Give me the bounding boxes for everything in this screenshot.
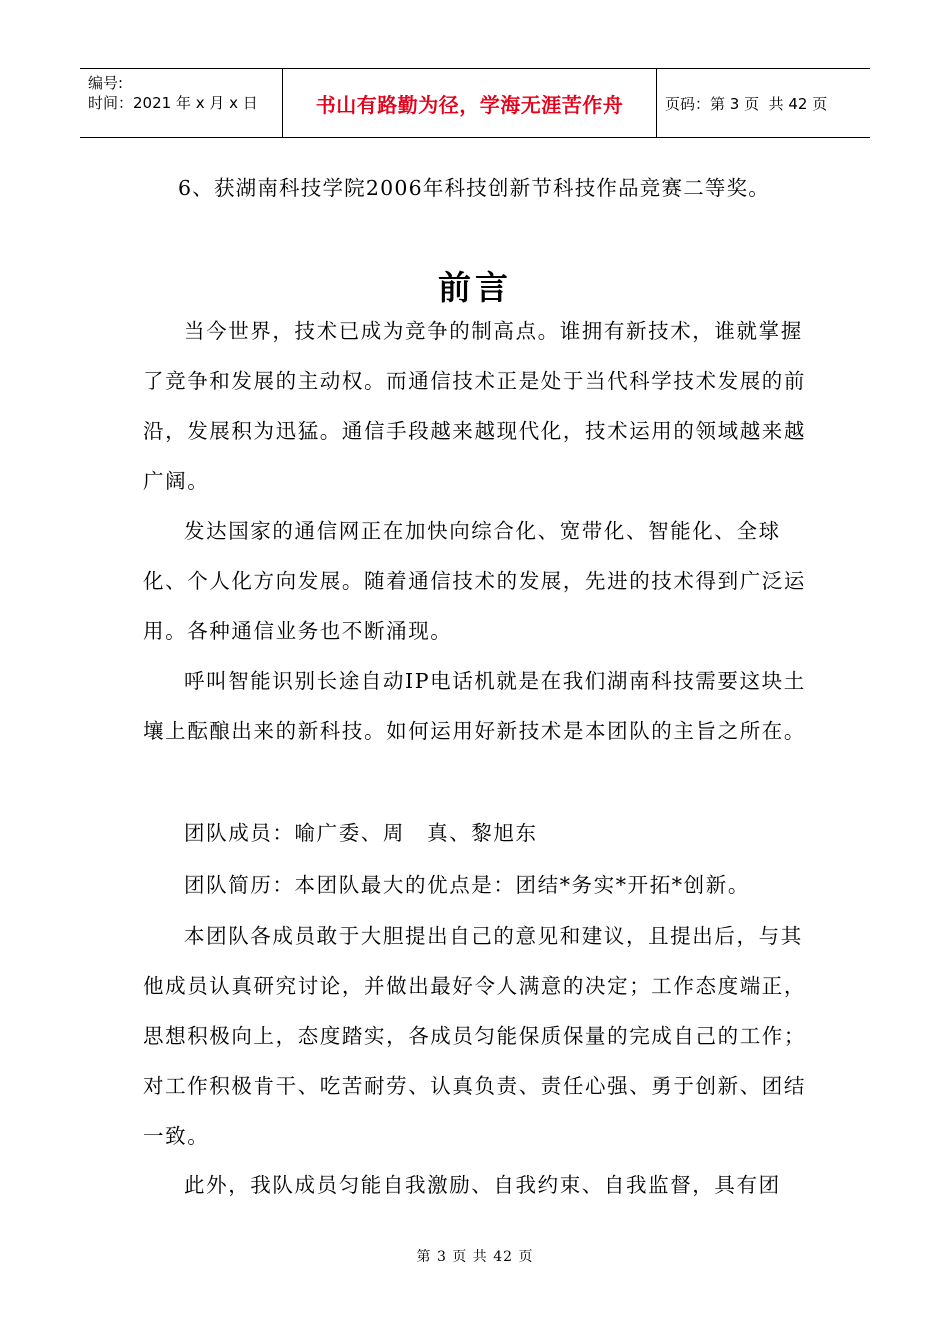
team-profile: 团队简历：本团队最大的优点是：团结*务实*开拓*创新。 — [184, 873, 750, 897]
section-title: 前言 — [438, 268, 512, 307]
header-page-code — [657, 69, 870, 137]
award-line: 6、获湖南科技学院2006年科技创新节科技作品竞赛二等奖。 — [178, 176, 771, 200]
header-meta — [80, 69, 283, 137]
paragraph-3: 呼叫智能识别长途自动IP电话机就是在我们湖南科技需要这块土壤上酝酿出来的新科技。如何运用好新技术是本团队的主旨之所在。 — [143, 669, 806, 743]
paragraph-6: 本团队各成员敢于大胆提出自己的意见和建议，且提出后，与其他成员认真研究讨论，并做出最好令人满意的决定；工作态度端正，思想积极向上，态度踏实，各成员匀能保质保量的完成自己的工作；对工作积极肯干、吃苦耐劳、认真负责、责任心强、勇于创新、团结一致。 — [143, 924, 806, 1148]
team-members: 团队成员：喻广委、周 真、黎旭东 — [184, 821, 538, 845]
page-code-text: 页码：第 3 页 共 42 页 — [665, 94, 828, 113]
header-motto: 书山有路勤为径，学海无涯苦作舟 — [283, 69, 657, 137]
paragraph-2: 发达国家的通信网正在加快向综合化、宽带化、智能化、全球化、个人化方向发展。随着通信技术的发展，先进的技术得到广泛运用。各种通信业务也不断涌现。 — [143, 519, 806, 643]
page-footer: 第 3 页 共 42 页 — [416, 1249, 534, 1265]
time-label: 时间：2021 年 x 月 x 日 — [88, 94, 258, 112]
paragraph-1: 当今世界，技术已成为竞争的制高点。谁拥有新技术，谁就掌握了竞争和发展的主动权。而通信技术正是处于当代科学技术发展的前沿，发展积为迅猛。通信手段越来越现代化，技术运用的领域越来越广阔。 — [143, 319, 806, 493]
paragraph-7: 此外，我队成员匀能自我激励、自我约束、自我监督，具有团 — [184, 1173, 781, 1197]
page-header — [80, 68, 870, 138]
number-label: 编号: — [88, 74, 124, 92]
